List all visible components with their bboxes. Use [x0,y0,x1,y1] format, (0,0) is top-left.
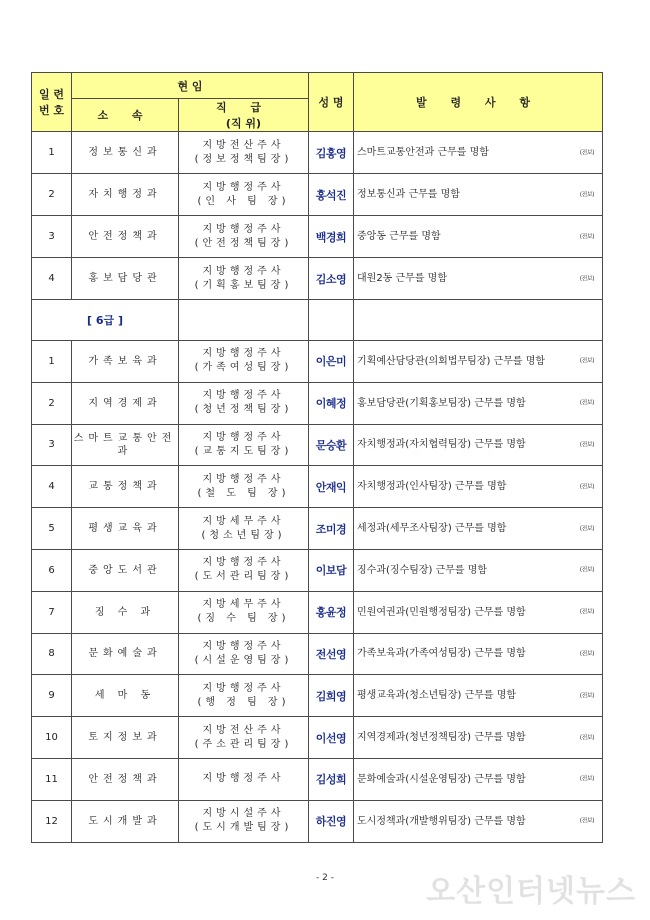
header-dept: 소 속 [72,99,179,132]
rank-text: 지방행정주사 [202,390,285,402]
table-row [32,174,603,216]
rank-position-cell [179,382,309,424]
transfer-mark: (전보) [579,275,594,282]
department-cell: 스마트교통안전과 [72,424,179,466]
action-cell [354,174,603,216]
position-text: (도서관리팀장) [194,571,293,583]
table-row [32,466,603,508]
serial-number-cell: 11 [32,758,72,800]
serial-number-cell: 4 [32,466,72,508]
action-text: 민원여권과(민원행정팀장) 근무를 명함 [357,606,526,618]
serial-number-cell: 12 [32,800,72,842]
rank-text: 지방행정주사 [202,773,285,785]
transfer-mark: (전보) [579,650,594,658]
action-text: 기획예산담당관(의회법무팀장) 근무를 명함 [357,355,546,367]
header-rank-line1: 직 급 [215,101,272,114]
header-action: 발 령 사 항 [354,73,603,132]
rank-text: 지방세무주사 [202,515,285,527]
action-cell [354,508,603,550]
person-name-cell: 이보담 [309,549,354,591]
action-cell [354,424,603,466]
position-text: (기획홍보팀장) [194,279,293,291]
table-row [32,341,603,383]
person-name-cell: 조미경 [309,508,354,550]
rank-position-cell [179,549,309,591]
action-cell [354,591,603,633]
rank-text: 지방시설주사 [202,808,285,820]
header-name: 성 명 [309,73,354,132]
table-row [32,132,603,174]
serial-number-cell: 3 [32,424,72,466]
position-text: (교통지도팀장) [194,445,293,457]
person-name-cell: 홍석진 [309,174,354,216]
department-cell: 홍보담당관 [72,258,179,300]
serial-number-cell: 3 [32,216,72,258]
serial-number-cell: 2 [32,174,72,216]
action-text: 자치행정과(인사팀장) 근무를 명함 [357,481,507,493]
position-text: (행 정 팀 장) [197,696,290,708]
action-text: 평생교육과(청소년팀장) 근무를 명함 [357,690,517,702]
rank-text: 지방전산주사 [202,724,285,736]
department-cell: 중앙도서관 [72,549,179,591]
position-text: (안전정책팀장) [194,237,293,249]
position-text: (철 도 팀 장) [197,487,290,499]
serial-number-cell: 9 [32,675,72,717]
appointment-table [31,72,603,843]
person-name-cell: 전선영 [309,633,354,675]
action-text: 도시정책과(개발행위팀장) 근무를 명함 [357,815,526,827]
serial-number-cell: 1 [32,132,72,174]
transfer-mark: (전보) [579,483,594,491]
person-name-cell: 안재익 [309,466,354,508]
action-text: 징수과(징수팀장) 근무를 명함 [357,564,488,576]
department-cell: 세 마 동 [72,675,179,717]
person-name-cell: 이혜정 [309,382,354,424]
rank-position-cell [179,717,309,759]
serial-number-cell: 7 [32,591,72,633]
action-text: 지역경제과(청년정책팀장) 근무를 명함 [357,732,526,744]
header-serial-line2: 번 호 [38,104,65,117]
section-empty-cell-rank [179,300,309,341]
person-name-cell: 김성희 [309,758,354,800]
transfer-mark: (전보) [579,233,594,240]
action-cell [354,800,603,842]
transfer-mark: (전보) [579,775,594,783]
person-name-cell: 하진영 [309,800,354,842]
watermark-logo-text: 오산인터넷뉴스 [426,874,636,909]
action-cell [354,717,603,759]
serial-number-cell: 5 [32,508,72,550]
action-text: 가족보육과(가족여성팀장) 근무를 명함 [357,648,526,660]
header-serial-line1: 일 련 [38,88,65,101]
person-name-cell: 백경희 [309,216,354,258]
transfer-mark: (전보) [579,441,594,449]
section-row [32,300,603,341]
transfer-mark: (전보) [579,608,594,616]
rank-text: 지방전산주사 [202,139,285,151]
rank-position-cell [179,258,309,300]
department-cell: 자치행정과 [72,174,179,216]
action-cell [354,132,603,174]
action-text: 중앙동 근무를 명함 [357,231,441,242]
action-text: 스마트교통안전과 근무를 명함 [357,147,489,158]
person-name-cell: 이선영 [309,717,354,759]
table-row [32,424,603,466]
department-cell: 교통정책과 [72,466,179,508]
rank-position-cell [179,216,309,258]
table-row [32,591,603,633]
department-cell: 가족보육과 [72,341,179,383]
transfer-mark: (전보) [579,149,594,156]
table-row [32,549,603,591]
action-cell [354,675,603,717]
person-name-cell: 이은미 [309,341,354,383]
serial-number-cell: 1 [32,341,72,383]
serial-number-cell: 8 [32,633,72,675]
section-label: [ 6급 ] [32,300,179,341]
action-cell [354,466,603,508]
action-cell [354,758,603,800]
rank-text: 지방행정주사 [202,265,285,277]
rank-text: 지방세무주사 [202,599,285,611]
person-name-cell: 홍윤정 [309,591,354,633]
rank-text: 지방행정주사 [202,181,285,193]
person-name-cell: 김소영 [309,258,354,300]
serial-number-cell: 2 [32,382,72,424]
rank-position-cell [179,174,309,216]
transfer-mark: (전보) [579,399,594,407]
rank-position-cell [179,675,309,717]
table-row [32,382,603,424]
transfer-mark: (전보) [579,357,594,365]
position-text: (주소관리팀장) [194,738,293,750]
department-cell: 지역경제과 [72,382,179,424]
person-name-cell: 김희영 [309,675,354,717]
action-cell [354,633,603,675]
page-number: - 2 - [316,873,334,883]
department-cell: 토지정보과 [72,717,179,759]
table-row [32,216,603,258]
transfer-mark: (전보) [579,692,594,700]
action-cell [354,341,603,383]
position-text: (정보정책팀장) [194,153,293,165]
action-cell [354,216,603,258]
rank-position-cell [179,758,309,800]
department-cell: 평생교육과 [72,508,179,550]
action-text: 정보통신과 근무를 명함 [357,189,460,200]
department-cell: 안전정책과 [72,216,179,258]
rank-text: 지방행정주사 [202,557,285,569]
action-cell [354,549,603,591]
serial-number-cell: 4 [32,258,72,300]
transfer-mark: (전보) [579,525,594,533]
action-text: 대원2동 근무를 명함 [357,273,447,284]
table-row [32,717,603,759]
transfer-mark: (전보) [579,817,594,825]
table-row [32,675,603,717]
serial-number-cell: 6 [32,549,72,591]
rank-text: 지방행정주사 [202,473,285,485]
serial-number-cell: 10 [32,717,72,759]
department-cell: 안전정책과 [72,758,179,800]
action-text: 자치행정과(자치협력팀장) 근무를 명함 [357,439,526,451]
person-name-cell: 문승환 [309,424,354,466]
person-name-cell: 김홍영 [309,132,354,174]
department-cell: 도시개발과 [72,800,179,842]
rank-text: 지방행정주사 [202,223,285,235]
table-row [32,800,603,842]
position-text: (도시개발팀장) [194,822,293,834]
action-text: 세정과(세무조사팀장) 근무를 명함 [357,523,507,535]
position-text: (시설운영팀장) [194,654,293,666]
section-empty-cell-name [309,300,354,341]
position-text: (징 수 팀 장) [197,613,290,625]
rank-position-cell [179,508,309,550]
table-row [32,633,603,675]
position-text: (인 사 팀 장) [197,195,290,207]
rank-position-cell [179,424,309,466]
appointment-table-body [32,73,603,843]
action-cell [354,382,603,424]
rank-position-cell [179,591,309,633]
rank-position-cell [179,132,309,174]
position-text: (가족여성팀장) [194,362,293,374]
rank-position-cell [179,800,309,842]
transfer-mark: (전보) [579,191,594,198]
table-row [32,508,603,550]
rank-position-cell [179,633,309,675]
action-text: 문화예술과(시설운영팀장) 근무를 명함 [357,773,526,785]
department-cell: 징 수 과 [72,591,179,633]
rank-text: 지방행정주사 [202,431,285,443]
header-serial [32,73,72,132]
action-cell [354,258,603,300]
position-text: (청소년팀장) [201,529,286,541]
rank-text: 지방행정주사 [202,682,285,694]
header-current: 현 임 [72,73,309,99]
rank-position-cell [179,466,309,508]
department-cell: 정보통신과 [72,132,179,174]
position-text: (청년정책팀장) [194,404,293,416]
table-row [32,258,603,300]
header-rank-line2: (직 위) [225,117,262,130]
action-text: 홍보담당관(기획홍보팀장) 근무를 명함 [357,397,526,409]
rank-text: 지방행정주사 [202,348,285,360]
department-cell: 문화예술과 [72,633,179,675]
transfer-mark: (전보) [579,734,594,742]
header-rank [179,99,309,132]
transfer-mark: (전보) [579,566,594,574]
section-empty-cell-action [354,300,603,341]
table-row [32,758,603,800]
rank-text: 지방행정주사 [202,640,285,652]
rank-position-cell [179,341,309,383]
